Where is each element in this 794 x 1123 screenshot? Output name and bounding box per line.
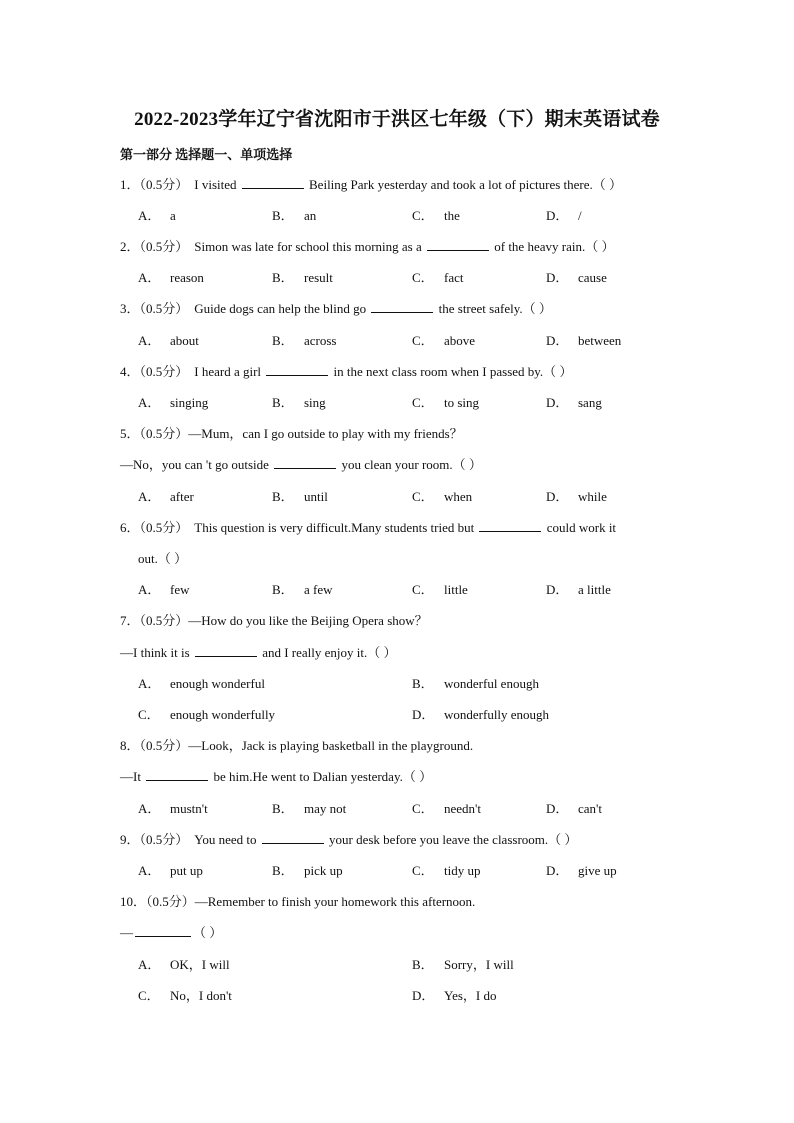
question-number: 5．（0.5分）	[120, 426, 189, 441]
option-c[interactable]: C． enough wonderfully	[138, 707, 276, 722]
question-number: 3．（0.5分）	[120, 301, 189, 316]
question-6-line-2	[138, 550, 187, 568]
question-text: （ ）	[193, 925, 223, 940]
option-d[interactable]: D． Yes，I do	[412, 988, 497, 1003]
question-text: —How do you like the Beijing Opera show？	[188, 613, 428, 628]
question-number: 1．（0.5分）	[120, 177, 189, 192]
answer-blank	[195, 644, 257, 657]
option-c[interactable]: C． above	[412, 333, 476, 348]
option-d[interactable]: D． between	[546, 333, 622, 348]
option-d[interactable]: D． while	[546, 489, 607, 504]
option-c[interactable]: C． fact	[412, 270, 464, 285]
question-2	[120, 238, 614, 256]
question-text: the street safely.（ ）	[438, 301, 552, 316]
question-8-line-2	[120, 768, 432, 786]
question-text: —Mum，can I go outside to play with my friends？	[188, 426, 463, 441]
answer-blank	[262, 831, 324, 844]
question-text: I visited	[194, 177, 237, 192]
option-a[interactable]: A． reason	[138, 270, 204, 285]
option-a[interactable]: A． few	[138, 582, 190, 597]
option-d[interactable]: D． wonderfully enough	[412, 707, 550, 722]
question-text: —	[120, 925, 133, 940]
question-5-line-2	[120, 456, 482, 474]
option-d[interactable]: D． sang	[546, 395, 602, 410]
option-b[interactable]: B． wonderful enough	[412, 676, 539, 691]
question-10	[120, 893, 475, 911]
question-7-line-2	[120, 644, 397, 662]
question-number: 10．（0.5分）	[120, 894, 195, 909]
answer-blank	[242, 176, 304, 189]
answer-blank	[371, 300, 433, 313]
option-b[interactable]: B． result	[272, 270, 333, 285]
question-8	[120, 737, 473, 755]
page-title: 2022-2023学年辽宁省沈阳市于洪区七年级（下）期末英语试卷	[134, 109, 660, 130]
option-a[interactable]: A． put up	[138, 863, 203, 878]
question-number: 7．（0.5分）	[120, 613, 189, 628]
option-c[interactable]: C． little	[412, 582, 468, 597]
question-text: could work it	[546, 520, 617, 535]
answer-blank	[427, 238, 489, 251]
question-text: You need to	[194, 832, 257, 847]
question-7	[120, 612, 428, 630]
option-b[interactable]: B． an	[272, 208, 317, 223]
option-a[interactable]: A． mustn't	[138, 801, 208, 816]
option-c[interactable]: C． tidy up	[412, 863, 481, 878]
option-b[interactable]: B． pick up	[272, 863, 343, 878]
question-number: 8．（0.5分）	[120, 738, 189, 753]
option-b[interactable]: B． may not	[272, 801, 347, 816]
option-a[interactable]: A． OK，I will	[138, 957, 230, 972]
option-d[interactable]: D． can't	[546, 801, 602, 816]
option-c[interactable]: C． the	[412, 208, 460, 223]
question-text: be him.He went to Dalian yesterday.（ ）	[213, 769, 433, 784]
option-a[interactable]: A． after	[138, 489, 194, 504]
answer-blank	[146, 768, 208, 781]
option-b[interactable]: B． until	[272, 489, 328, 504]
question-text: —I think it is	[120, 645, 190, 660]
answer-blank	[266, 363, 328, 376]
option-a[interactable]: A． about	[138, 333, 199, 348]
option-d[interactable]: D． /	[546, 208, 582, 223]
option-a[interactable]: A． singing	[138, 395, 209, 410]
question-3	[120, 300, 552, 318]
question-number: 6．（0.5分）	[120, 520, 189, 535]
question-4	[120, 363, 572, 381]
question-number: 4．（0.5分）	[120, 364, 189, 379]
section-heading: 第一部分 选择题一、单项选择	[120, 147, 293, 162]
option-c[interactable]: C． when	[412, 489, 473, 504]
question-text: This question is very difficult.Many students tried but	[194, 520, 475, 535]
option-b[interactable]: B． Sorry，I will	[412, 957, 514, 972]
option-c[interactable]: C． No，I don't	[138, 988, 232, 1003]
option-c[interactable]: C． to sing	[412, 395, 480, 410]
question-number: 9．（0.5分）	[120, 832, 189, 847]
question-text: I heard a girl	[194, 364, 262, 379]
answer-blank	[135, 924, 191, 937]
answer-blank	[479, 519, 541, 532]
question-text: Beiling Park yesterday and took a lot of pictures there.（ ）	[309, 177, 623, 192]
question-text: you clean your room.（ ）	[341, 457, 482, 472]
option-c[interactable]: C． needn't	[412, 801, 481, 816]
question-1	[120, 176, 622, 194]
question-text: in the next class room when I passed by.（ ）	[333, 364, 573, 379]
option-d[interactable]: D． cause	[546, 270, 607, 285]
option-d[interactable]: D． a little	[546, 582, 611, 597]
question-text: —Remember to finish your homework this afternoon.	[194, 894, 476, 909]
question-text: out.（ ）	[138, 551, 188, 566]
question-text: and I really enjoy it.（ ）	[262, 645, 397, 660]
question-text: —No，you can 't go outside	[120, 457, 269, 472]
option-a[interactable]: A． a	[138, 208, 176, 223]
question-text: of the heavy rain.（ ）	[494, 239, 615, 254]
option-b[interactable]: B． sing	[272, 395, 326, 410]
question-text: Simon was late for school this morning as a	[194, 239, 422, 254]
option-a[interactable]: A． enough wonderful	[138, 676, 265, 691]
question-6	[120, 519, 616, 537]
option-d[interactable]: D． give up	[546, 863, 617, 878]
question-text: —Look，Jack is playing basketball in the playground.	[188, 738, 474, 753]
answer-blank	[274, 456, 336, 469]
option-b[interactable]: B． across	[272, 333, 337, 348]
question-9	[120, 831, 577, 849]
option-b[interactable]: B． a few	[272, 582, 333, 597]
question-5	[120, 425, 463, 443]
question-text: —It	[120, 769, 141, 784]
question-text: Guide dogs can help the blind go	[194, 301, 367, 316]
question-text: your desk before you leave the classroom.（ ）	[329, 832, 578, 847]
question-10-line-2	[120, 924, 222, 942]
question-number: 2．（0.5分）	[120, 239, 189, 254]
